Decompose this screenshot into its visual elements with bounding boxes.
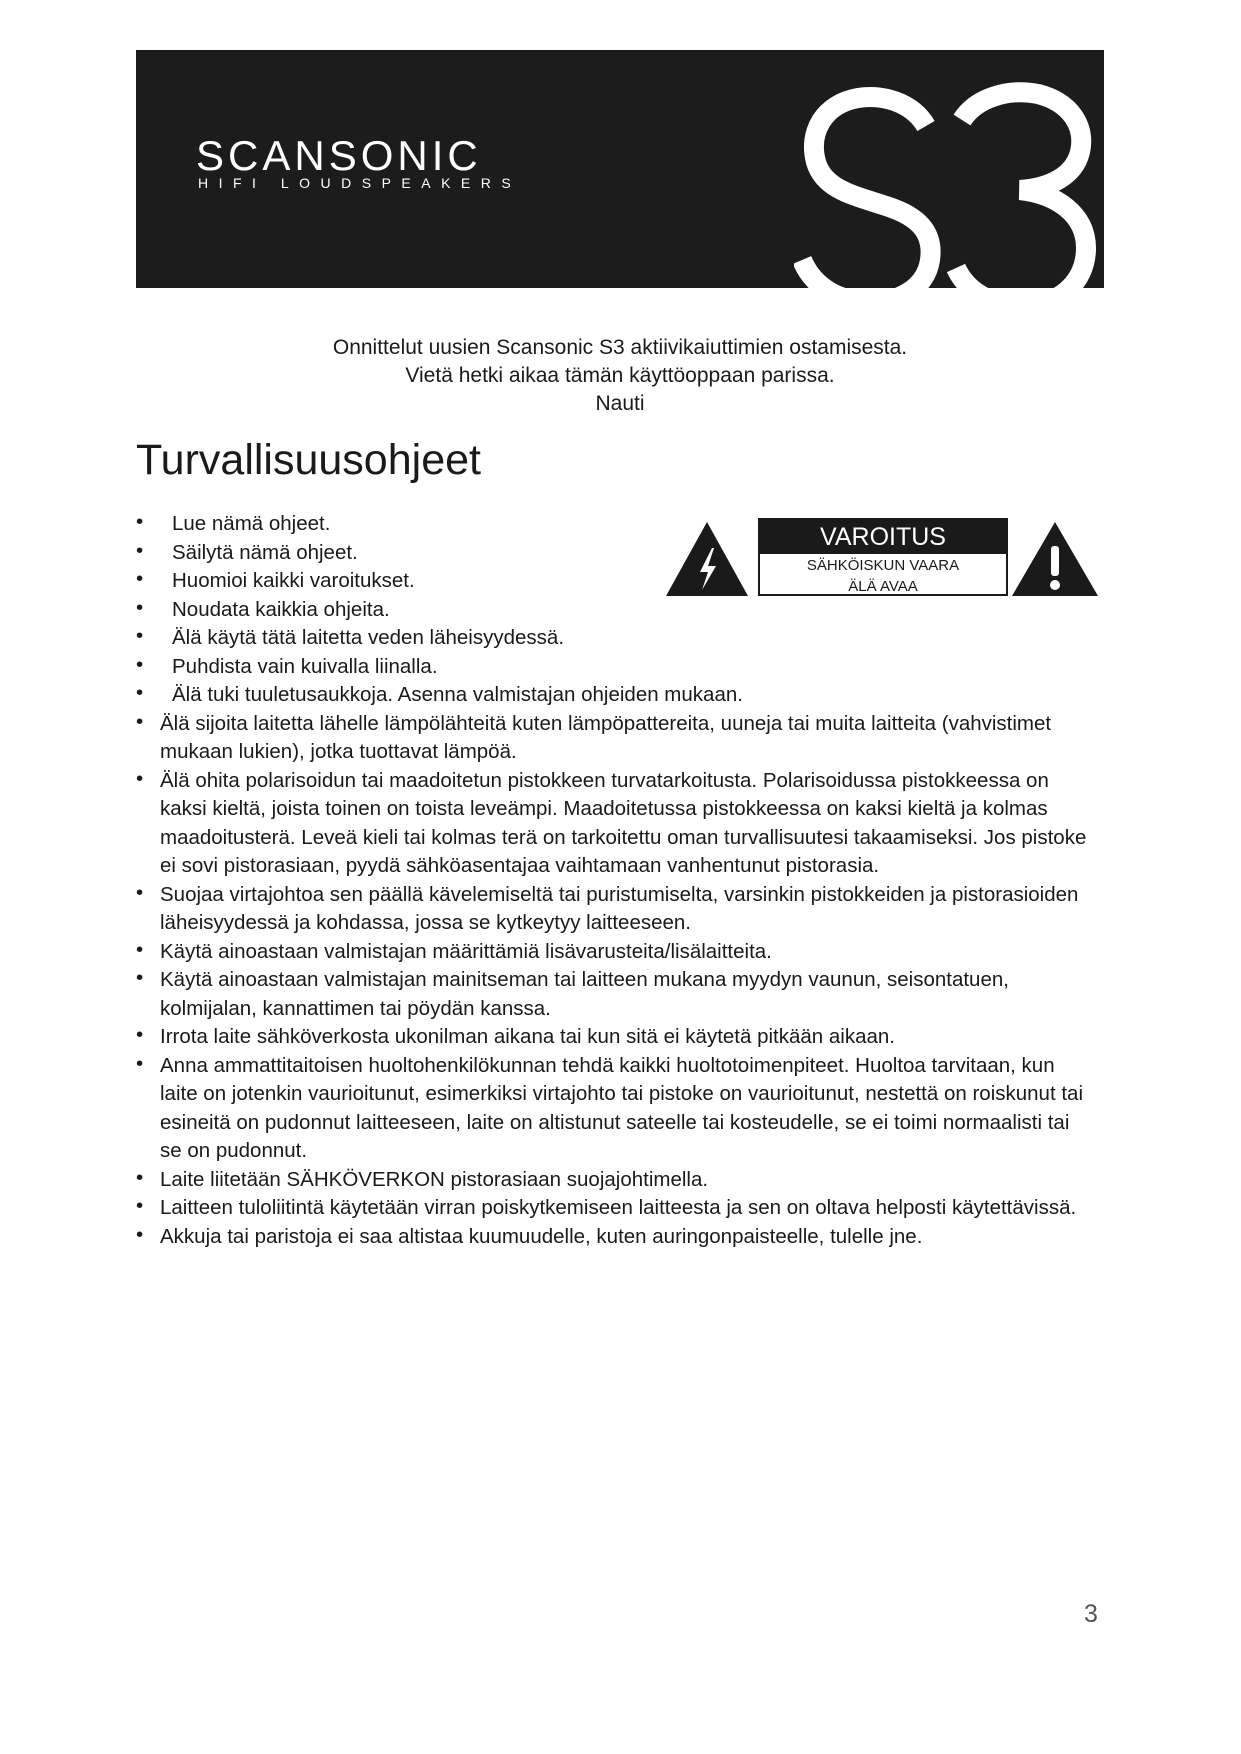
bullet: • (136, 652, 144, 676)
list-item-text: Irrota laite sähköverkosta ukonilman aikana tai kun sitä ei käytetä pitkään aikaan. (160, 1025, 895, 1048)
list-item (136, 1223, 1096, 1252)
bullet: • (136, 510, 144, 533)
list-item (136, 539, 696, 568)
brand-name: SCANSONIC (196, 132, 482, 179)
warning-line: ÄLÄ AVAA (848, 578, 918, 595)
bullet: • (136, 595, 144, 619)
list-item (136, 653, 1096, 682)
list-item (136, 710, 1096, 767)
bullet: • (136, 567, 144, 590)
list-item-text: Käytä ainoastaan valmistajan mainitseman tai laitteen mukana myydyn vaunun, seisontatuen, kolmijalan, kannattimen tai pöydän kanssa. (160, 968, 1009, 1020)
warning-line: SÄHKÖISKUN VAARA (806, 557, 960, 574)
list-item-text: Puhdista vain kuivalla liinalla. (172, 654, 438, 678)
bullet: • (136, 966, 144, 989)
intro-line: Vietä hetki aikaa tämän käyttöoppaan parissa. (405, 364, 835, 387)
list-item-text: Käytä ainoastaan valmistajan määrittämiä lisävarusteita/lisälaitteita. (160, 939, 772, 963)
model-logo (794, 74, 1104, 288)
bullet: • (136, 1051, 144, 1075)
list-item-text: Laitteen tuloliitintä käytetään virran poiskytkemiseen laitteesta ja sen on oltava helposti käytettävissä. (160, 1196, 1077, 1219)
section-title: Turvallisuusohjeet (136, 436, 481, 484)
list-item-text: Älä sijoita laitetta lähelle lämpölähteitä kuten lämpöpattereita, uuneja tai muita laitteita (vahvistimet mukaan lukien), jotka tuottavat lämpöä. (160, 711, 1052, 763)
bullet: • (136, 709, 144, 733)
list-item (136, 966, 1096, 1023)
bullet: • (136, 1194, 144, 1217)
intro-text (136, 334, 1104, 418)
page-number: 3 (1084, 1600, 1098, 1628)
bullet: • (136, 538, 144, 562)
list-item (136, 681, 1096, 710)
list-item-text: Noudata kaikkia ohjeita. (172, 597, 390, 621)
bullet: • (136, 1222, 144, 1246)
list-item (136, 1023, 1096, 1052)
bullet: • (136, 880, 144, 904)
header-banner (136, 50, 1104, 288)
intro-line: Nauti (595, 392, 645, 415)
list-item (136, 510, 696, 539)
bullet: • (136, 1165, 144, 1189)
warning-title: VAROITUS (760, 520, 1006, 554)
list-item-text: Älä ohita polarisoidun tai maadoitetun pistokkeen turvatarkoitusta. Polarisoidussa pistokkeessa on kaksi kieltä, joista toinen on toista leveämpi. Maadoitetussa pistokkeessa on kaksi kieltä ja kolmas maadoitusterä. Leveä kieli tai kolmas terä on tarkoitettu oman turvallisuutesi takaamiseksi. Jos pistoke ei sovi pistorasiaan, pyydä sähköasentajaa vaihtamaan vanhentunut pistorasia. (160, 768, 1087, 877)
list-item-text: Lue nämä ohjeet. (172, 512, 331, 535)
list-item-text: Suojaa virtajohtoa sen päällä kävelemiseltä tai puristumiselta, varsinkin pistokkeiden ja pistorasioiden läheisyydessä ja kohdassa, jossa se kytkeytyy laitteeseen. (160, 882, 1079, 934)
list-item-text: Laite liitetään SÄHKÖVERKON pistorasiaan suojajohtimella. (160, 1167, 709, 1191)
list-item (136, 938, 1096, 967)
list-item (136, 1052, 1096, 1166)
list-item (136, 624, 1096, 653)
list-item-text: Älä käytä tätä laitetta veden läheisyydessä. (172, 626, 565, 649)
list-item-text: Akkuja tai paristoja ei saa altistaa kuumuudelle, kuten auringonpaisteelle, tulelle jne. (160, 1224, 923, 1248)
bullet: • (136, 937, 144, 961)
list-item (136, 1166, 1096, 1195)
list-item (136, 1194, 1096, 1223)
bullet: • (136, 681, 144, 704)
list-item-text: Anna ammattitaitoisen huoltohenkilökunnan tehdä kaikki huoltotoimenpiteet. Huoltoa tarvitaan, kun laite on jotenkin vaurioitunut, esimerkiksi virtajohto tai pistoke on vaurioitunut, nestettä on roiskunut tai esineitä on pudonnut laitteeseen, laite on altistunut sateelle tai kosteudelle, se ei toimi normaalisti tai se on pudonnut. (160, 1053, 1084, 1162)
list-item (136, 767, 1096, 881)
bullet: • (136, 1023, 144, 1046)
list-item-text: Huomioi kaikki varoitukset. (172, 569, 415, 592)
safety-instructions (136, 510, 1096, 1251)
bullet: • (136, 624, 144, 647)
list-item (136, 596, 1096, 625)
brand-tagline: HIFI LOUDSPEAKERS (198, 175, 522, 191)
bullet: • (136, 766, 144, 790)
list-item (136, 567, 696, 596)
intro-line: Onnittelut uusien Scansonic S3 aktiivikaiuttimien ostamisesta. (332, 336, 908, 359)
list-item-text: Älä tuki tuuletusaukkoja. Asenna valmistajan ohjeiden mukaan. (172, 683, 743, 706)
list-item-text: Säilytä nämä ohjeet. (172, 540, 358, 564)
list-item (136, 881, 1096, 938)
